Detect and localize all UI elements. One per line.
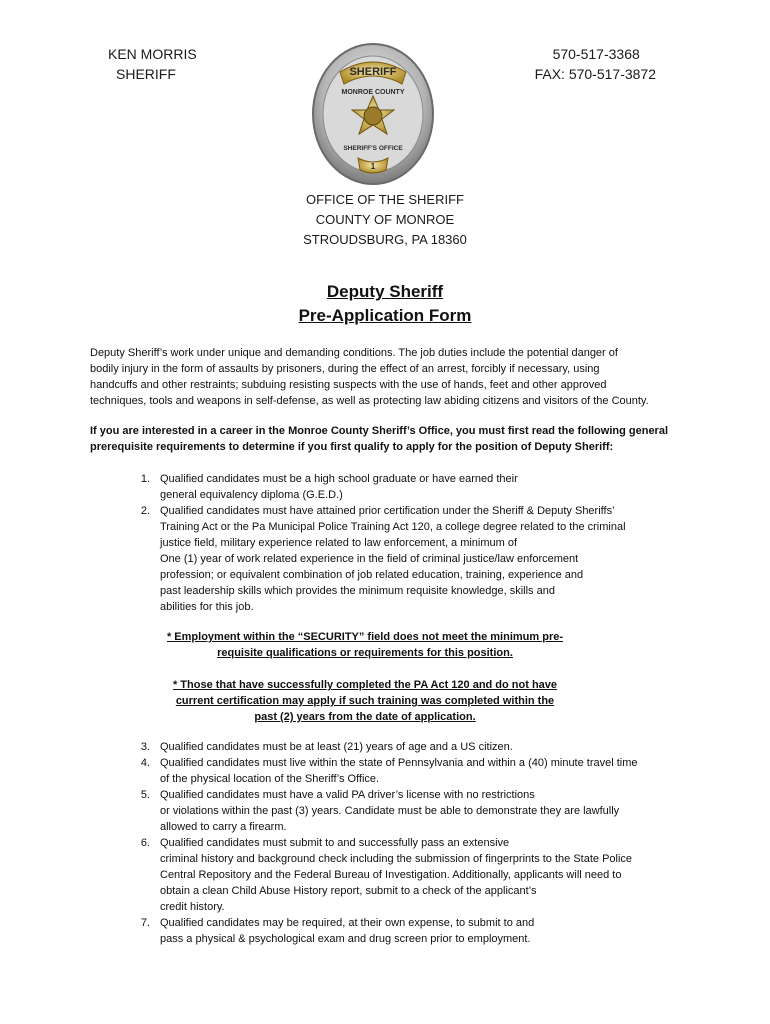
requirement-line: general equivalency diploma (G.E.D.): [160, 489, 343, 501]
requirement-text: [160, 915, 690, 947]
requirement-line: Qualified candidates may be required, at their own expense, to submit to and: [160, 917, 535, 929]
security-note: [140, 629, 590, 661]
note-line: * Employment within the “SECURITY” field does not meet the minimum pre-: [166, 631, 564, 643]
requirement-text: [160, 755, 690, 787]
requirement-number: 3.: [140, 741, 150, 753]
note-line: requisite qualifications or requirements for this position.: [217, 647, 513, 659]
requirement-line: pass a physical & psychological exam and drug screen prior to employment.: [160, 933, 531, 945]
badge-text-bottom: SHERIFF'S OFFICE: [343, 145, 403, 152]
requirement-text: [160, 739, 690, 755]
requirement-line: or violations within the past (3) years. Candidate must be able to demonstrate they are lawfully: [160, 805, 620, 817]
sheriff-name-block: [108, 44, 197, 84]
office-line-3: STROUDSBURG, PA 18360: [303, 232, 467, 247]
requirement-line: abilities for this job.: [160, 601, 254, 613]
badge-text-top: SHERIFF: [349, 66, 397, 78]
requirement-line: obtain a clean Child Abuse History report, submit to a check of the applicant’s: [160, 885, 537, 897]
note-line: * Those that have successfully completed the PA Act 120 and do not have: [172, 679, 558, 691]
office-line-2: COUNTY OF MONROE: [315, 212, 455, 227]
intro-line: Deputy Sheriff’s work under unique and demanding conditions. The job duties include the potential danger of: [90, 347, 618, 359]
requirement-line: past leadership skills which provides the minimum requisite knowledge, skills and: [160, 585, 555, 597]
badge-number: 1: [370, 162, 376, 171]
fax-number: FAX: 570-517-3872: [534, 66, 656, 82]
prerequisite-notice: [90, 423, 690, 455]
requirement-line: Qualified candidates must live within the state of Pennsylvania and within a (40) minute travel time: [160, 757, 638, 769]
office-address: [0, 190, 770, 250]
note-line: past (2) years from the date of application.: [254, 711, 476, 723]
requirement-text: [160, 471, 690, 503]
notice-line: If you are interested in a career in the Monroe County Sheriff’s Office, you must first read the following general: [90, 425, 669, 437]
notice-line: prerequisite requirements to determine if you first qualify to apply for the position of Deputy Sheriff:: [90, 441, 614, 453]
requirement-line: Qualified candidates must submit to and successfully pass an extensive: [160, 837, 510, 849]
requirement-line: Qualified candidates must have a valid PA driver’s license with no restrictions: [160, 789, 535, 801]
requirement-number: 4.: [140, 757, 150, 769]
requirement-line: profession; or equivalent combination of job related education, training, experience and: [160, 569, 584, 581]
requirement-number: 5.: [140, 789, 150, 801]
requirement-line: Qualified candidates must be at least (21) years of age and a US citizen.: [160, 741, 513, 753]
sheriff-name: KEN MORRIS: [108, 46, 197, 62]
contact-block: [535, 44, 656, 84]
badge-text-county: MONROE COUNTY: [341, 89, 405, 96]
title-line-2: Pre-Application Form: [298, 306, 472, 325]
requirement-line: of the physical location of the Sheriff’s Office.: [160, 773, 380, 785]
sheriff-title: SHERIFF: [116, 66, 176, 82]
requirement-line: credit history.: [160, 901, 225, 913]
requirement-line: Qualified candidates must be a high school graduate or have earned their: [160, 473, 518, 485]
requirement-line: criminal history and background check including the submission of fingerprints to the State Police: [160, 853, 633, 865]
form-title: [0, 280, 770, 328]
requirement-text: [160, 835, 690, 915]
office-line-1: OFFICE OF THE SHERIFF: [306, 192, 464, 207]
requirement-text: [160, 787, 690, 835]
phone-number: 570-517-3368: [552, 46, 640, 62]
requirement-line: Qualified candidates must have attained prior certification under the Sheriff & Deputy Sheriffs’: [160, 505, 615, 517]
note-line: current certification may apply if such training was completed within the: [175, 695, 555, 707]
sheriff-badge-logo: [310, 38, 436, 186]
requirement-number: 1.: [140, 473, 150, 485]
intro-line: techniques, tools and weapons in self-defense, as well as protecting law abiding citizens and visitors of the County.: [90, 395, 649, 407]
requirement-number: 2.: [140, 505, 150, 517]
requirement-line: allowed to carry a firearm.: [160, 821, 287, 833]
requirement-line: Training Act or the Pa Municipal Police Training Act 120, a college degree related to the criminal: [160, 521, 626, 533]
act120-note: [140, 677, 590, 725]
requirement-line: Central Repository and the Federal Bureau of Investigation. Additionally, applicants will need to: [160, 869, 622, 881]
requirement-number: 6.: [140, 837, 150, 849]
title-line-1: Deputy Sheriff: [326, 282, 444, 301]
requirement-text: [160, 503, 690, 615]
intro-line: bodily injury in the form of assaults by prisoners, during the effect of an arrest, forcibly if necessary, using: [90, 363, 600, 375]
intro-paragraph: [90, 345, 690, 409]
intro-line: handcuffs and other restraints; subduing resisting suspects with the use of hands, feet and other approved: [90, 379, 607, 391]
requirement-line: One (1) year of work related experience in the field of criminal justice/law enforcement: [160, 553, 579, 565]
requirement-line: justice field, military experience related to law enforcement, a minimum of: [160, 537, 518, 549]
requirement-number: 7.: [140, 917, 150, 929]
